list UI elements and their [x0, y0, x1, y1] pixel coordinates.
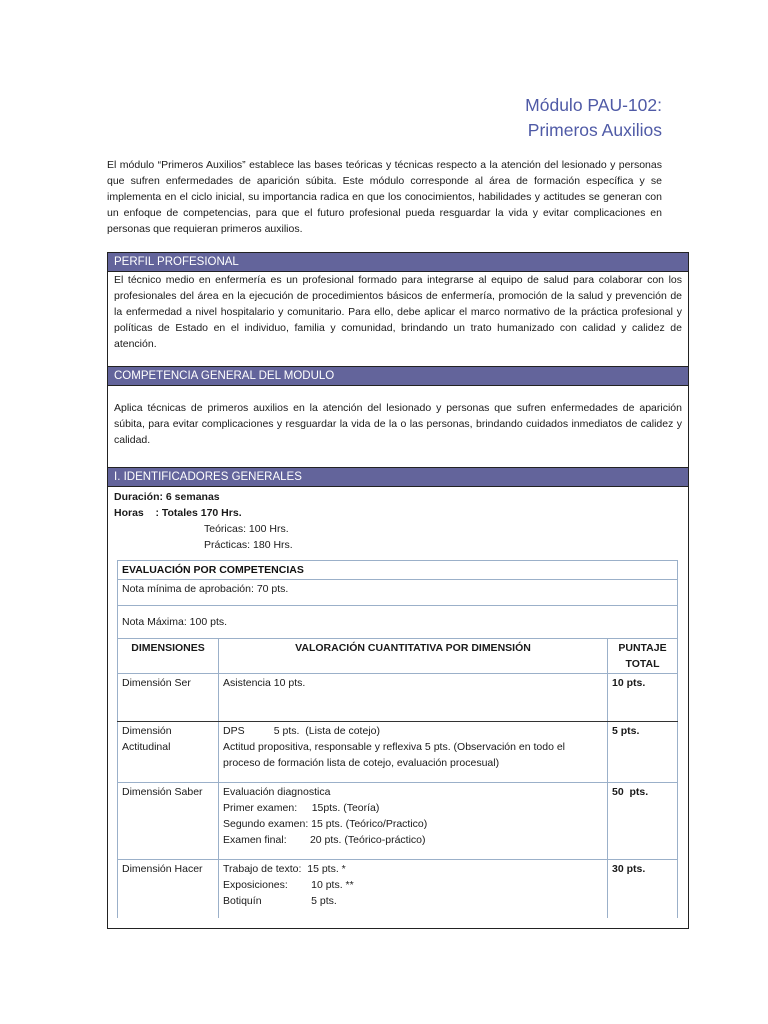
identificadores-header: I. IDENTIFICADORES GENERALES	[108, 468, 688, 487]
nota-maxima: Nota Máxima: 100 pts.	[118, 606, 678, 639]
dimension-cell: Dimensión Actitudinal	[118, 722, 219, 783]
valoracion-line: Exposiciones: 10 pts. **	[223, 879, 354, 891]
puntaje-cell: 5 pts.	[608, 722, 678, 783]
valoracion-line: Botiquín 5 pts.	[223, 895, 337, 907]
valoracion-line: Segundo examen: 15 pts. (Teórico/Practico)	[223, 818, 428, 830]
perfil-header: PERFIL PROFESIONAL	[108, 253, 688, 272]
dimension-cell: Dimensión Ser	[118, 674, 219, 722]
table-row	[118, 860, 678, 919]
evaluation-table	[117, 560, 678, 918]
valoracion-line: Actitud propositiva, responsable y reflexiva 5 pts. (Observación en todo el proceso de formación lista de cotejo, evaluación procesual)	[223, 741, 566, 769]
valoracion-line: DPS 5 pts. (Lista de cotejo)	[223, 725, 380, 737]
col-puntaje: PUNTAJE TOTAL	[608, 639, 678, 674]
nota-minima: Nota mínima de aprobación: 70 pts.	[118, 580, 678, 606]
valoracion-line: Examen final: 20 pts. (Teórico-práctico)	[223, 834, 426, 846]
identificadores-body	[108, 487, 688, 553]
horas-teoricas: Teóricas: 100 Hrs.	[204, 523, 289, 535]
valoracion-line: Evaluación diagnostica	[223, 786, 331, 798]
puntaje-cell: 50 pts.	[608, 783, 678, 860]
table-row	[118, 722, 678, 783]
module-table	[107, 252, 689, 929]
title-line-2: Primeros Auxilios	[527, 120, 662, 140]
perfil-body: El técnico medio en enfermería es un profesional formado para integrarse al equipo de salud para colaborar con los profesionales del área en la ejecución de procedimientos básicos de enfermería, promoción de la salud y prevención de la enfermedad a nivel hospitalario y comunitario. Para ello, debe aplicar el marco normativo de la práctica profesional y políticas de Estado en el individuo, familia y comunidad, brindando un trato humanizado con calidad y calidez de atención.	[108, 272, 688, 367]
duracion: Duración: 6 semanas	[114, 491, 220, 503]
col-dimensiones: DIMENSIONES	[118, 639, 219, 674]
col-valoracion: VALORACIÓN CUANTITATIVA POR DIMENSIÓN	[219, 639, 608, 674]
horas-total	[114, 505, 682, 521]
competencia-header: COMPETENCIA GENERAL DEL MODULO	[108, 367, 688, 386]
horas-label: Horas	[114, 507, 144, 519]
dimension-cell: Dimensión Hacer	[118, 860, 219, 919]
table-row	[118, 783, 678, 860]
valoracion-cell	[219, 722, 608, 783]
valoracion-cell	[219, 783, 608, 860]
horas-total-value: : Totales 170 Hrs.	[155, 507, 242, 519]
horas-practicas: Prácticas: 180 Hrs.	[204, 539, 293, 551]
evaluation-title: EVALUACIÓN POR COMPETENCIAS	[118, 561, 678, 580]
valoracion-cell	[219, 674, 608, 722]
title-line-1: Módulo PAU-102:	[525, 95, 662, 115]
valoracion-line: Asistencia 10 pts.	[223, 677, 306, 689]
valoracion-line: Primer examen: 15pts. (Teoría)	[223, 802, 380, 814]
dimension-cell: Dimensión Saber	[118, 783, 219, 860]
table-row	[118, 674, 678, 722]
puntaje-cell: 30 pts.	[608, 860, 678, 919]
competencia-body: Aplica técnicas de primeros auxilios en la atención del lesionado y personas que sufren enfermedades de aparición súbita, para evitar complicaciones y resguardar la vida de la o las personas, brindando cuidados inmediatos de calidez y calidad.	[108, 386, 688, 468]
valoracion-line: Trabajo de texto: 15 pts. *	[223, 863, 346, 875]
intro-paragraph: El módulo “Primeros Auxilios” establece las bases teóricas y técnicas respecto a la atención del lesionado y personas que sufren enfermedades de aparición súbita. Este módulo corresponde al área de formación específica y se implementa en el ciclo inicial, su importancia radica en que los conocimientos, habilidades y actitudes se generan con un enfoque de competencias, para que el futuro profesional pueda resguardar la vida y evitar complicaciones en personas que requieran primeros auxilios.	[107, 159, 662, 235]
valoracion-cell	[219, 860, 608, 919]
document-title	[525, 93, 662, 143]
puntaje-cell: 10 pts.	[608, 674, 678, 722]
